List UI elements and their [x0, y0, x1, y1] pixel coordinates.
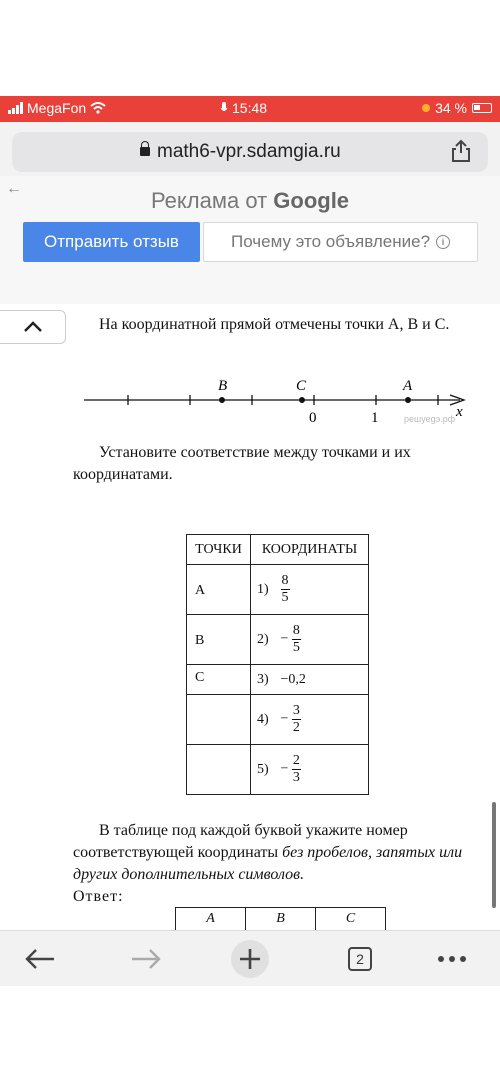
- answer-header-a: A: [176, 908, 246, 931]
- answer-table: [175, 907, 386, 930]
- signal-icon: [8, 102, 23, 114]
- microphone-icon: [220, 102, 228, 114]
- chevron-up-icon: [23, 321, 43, 333]
- ad-back-arrow-icon[interactable]: ←: [6, 180, 22, 197]
- answer-header-c: C: [316, 908, 386, 931]
- lock-icon: [140, 147, 150, 156]
- problem-content: [0, 304, 500, 930]
- send-feedback-button[interactable]: Отправить отзыв: [23, 222, 200, 262]
- carrier-name: MegaFon: [27, 100, 87, 116]
- top-blank-area: [0, 0, 500, 96]
- table-row: 5) − $\frac{2}{3}$: [187, 745, 369, 795]
- new-tab-button[interactable]: [230, 941, 270, 977]
- point-a-dot: [405, 397, 411, 403]
- answer-label: Ответ:: [73, 888, 124, 905]
- bottom-blank-area: [0, 986, 500, 1082]
- collapse-button[interactable]: [0, 310, 66, 344]
- header-points: ТОЧКИ: [187, 535, 251, 565]
- google-logo: Google: [273, 188, 350, 213]
- browser-toolbar: [0, 930, 500, 986]
- back-button[interactable]: [20, 941, 60, 977]
- number-line: [80, 370, 480, 430]
- point-b-dot: [219, 397, 225, 403]
- info-icon: i: [436, 235, 450, 249]
- answer-header-b: B: [246, 908, 316, 931]
- forward-button[interactable]: [126, 941, 166, 977]
- url-text: math6-vpr.sdamgia.ru: [157, 141, 341, 162]
- instruction-italic: без пробелов, запятых или других дополнительных символов.: [73, 844, 463, 883]
- tick-label-zero: 0: [309, 410, 317, 426]
- point-b-label: B: [218, 378, 228, 394]
- back-arrow-icon: [24, 948, 56, 970]
- axis-label: x: [456, 404, 463, 420]
- point-a-label: A: [403, 378, 413, 394]
- battery-icon: [472, 103, 492, 113]
- browser-address-area: [0, 122, 500, 176]
- address-bar[interactable]: [12, 132, 488, 172]
- ad-banner: [0, 176, 500, 304]
- scrollbar[interactable]: [492, 802, 496, 908]
- point-c-label: C: [296, 378, 307, 394]
- ad-title: Реклама от Google: [150, 188, 350, 213]
- table-row: A 1) $\frac{8}{5}$: [187, 565, 369, 615]
- why-this-ad-button[interactable]: Почему это объявление? i: [203, 222, 478, 262]
- table-row: C 3) −0,2: [187, 665, 369, 695]
- watermark: решуеgэ.рф: [404, 414, 456, 424]
- header-coordinates: КООРДИНАТЫ: [251, 535, 369, 565]
- plus-icon: [231, 940, 269, 978]
- table-row: 4) − $\frac{3}{2}$: [187, 695, 369, 745]
- status-bar: [0, 96, 500, 122]
- tick-label-one: 1: [371, 410, 379, 426]
- problem-intro: На координатной прямой отмечены точки A, B и C.: [99, 316, 450, 333]
- clock: 15:48: [232, 100, 268, 116]
- menu-button[interactable]: [432, 941, 472, 977]
- recording-dot-icon: [422, 104, 430, 112]
- matching-table: [186, 534, 369, 795]
- battery-percent: 34 %: [435, 100, 467, 116]
- more-dots-icon: [438, 956, 466, 962]
- tabs-button[interactable]: [340, 941, 380, 977]
- point-c-dot: [299, 397, 305, 403]
- share-icon[interactable]: [450, 139, 472, 163]
- forward-arrow-icon: [130, 948, 162, 970]
- wifi-icon: [90, 102, 106, 114]
- task-text: Установите соответствие между точками и их координатами.: [73, 444, 411, 483]
- instruction-text: В таблице под каждой буквой укажите номер соответствующей координаты без пробелов, запятых или других дополнительных символов.: [73, 822, 463, 883]
- tabs-count-icon: 2: [348, 947, 372, 971]
- table-row: B 2) − $\frac{8}{5}$: [187, 615, 369, 665]
